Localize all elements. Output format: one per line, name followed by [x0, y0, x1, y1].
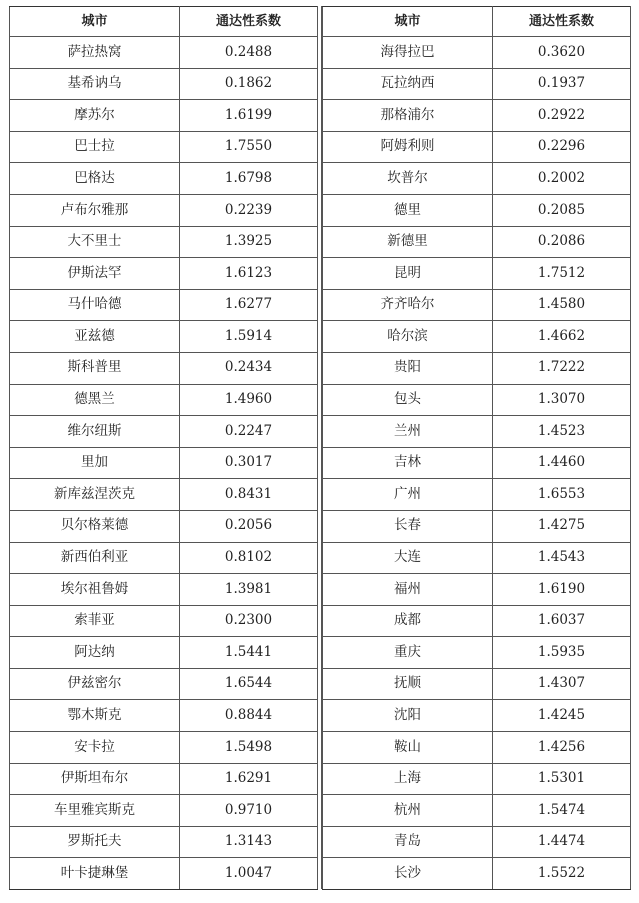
- city-cell: 大不里士: [10, 226, 180, 258]
- index-value-cell: 1.6190: [493, 574, 631, 606]
- index-value-cell: 1.6291: [180, 763, 318, 795]
- header-city: 城市: [323, 7, 493, 37]
- table-left-body: [10, 37, 318, 890]
- table-row: [10, 763, 318, 795]
- city-cell: 重庆: [323, 637, 493, 669]
- table-row: [323, 542, 631, 574]
- table-row: [10, 163, 318, 195]
- table-row: [323, 384, 631, 416]
- city-cell: 包头: [323, 384, 493, 416]
- city-cell: 长沙: [323, 858, 493, 890]
- table-row: [323, 795, 631, 827]
- table-row: [323, 447, 631, 479]
- city-cell: 贝尔格莱德: [10, 510, 180, 542]
- table-row: [10, 700, 318, 732]
- table-row: [10, 352, 318, 384]
- city-cell: 广州: [323, 479, 493, 511]
- city-cell: 新库兹涅茨克: [10, 479, 180, 511]
- table-row: [323, 510, 631, 542]
- table-row: [10, 68, 318, 100]
- index-value-cell: 0.1862: [180, 68, 318, 100]
- index-value-cell: 1.7512: [493, 258, 631, 290]
- table-row: [323, 637, 631, 669]
- index-value-cell: 1.4580: [493, 289, 631, 321]
- city-cell: 那格浦尔: [323, 100, 493, 132]
- index-value-cell: 0.8102: [180, 542, 318, 574]
- city-cell: 德里: [323, 194, 493, 226]
- index-value-cell: 1.5914: [180, 321, 318, 353]
- table-row: [10, 732, 318, 764]
- table-row: [10, 447, 318, 479]
- city-cell: 阿姆利则: [323, 131, 493, 163]
- index-value-cell: 1.6553: [493, 479, 631, 511]
- table-row: [323, 668, 631, 700]
- table-row: [10, 605, 318, 637]
- index-value-cell: 1.4523: [493, 416, 631, 448]
- city-cell: 埃尔祖鲁姆: [10, 574, 180, 606]
- table-row: [10, 258, 318, 290]
- header-index: 通达性系数: [493, 7, 631, 37]
- index-value-cell: 1.4275: [493, 510, 631, 542]
- city-cell: 罗斯托夫: [10, 826, 180, 858]
- index-value-cell: 0.2300: [180, 605, 318, 637]
- city-cell: 吉林: [323, 447, 493, 479]
- index-value-cell: 1.3070: [493, 384, 631, 416]
- city-cell: 昆明: [323, 258, 493, 290]
- index-value-cell: 0.2296: [493, 131, 631, 163]
- index-value-cell: 0.8431: [180, 479, 318, 511]
- index-value-cell: 1.6123: [180, 258, 318, 290]
- table-row: [323, 37, 631, 69]
- city-cell: 抚顺: [323, 668, 493, 700]
- table-row: [10, 321, 318, 353]
- index-value-cell: 1.4662: [493, 321, 631, 353]
- table-left: [9, 6, 318, 890]
- table-row: [323, 352, 631, 384]
- index-value-cell: 0.1937: [493, 68, 631, 100]
- table-row: [323, 763, 631, 795]
- accessibility-table: [9, 6, 630, 889]
- city-cell: 鞍山: [323, 732, 493, 764]
- city-cell: 亚兹德: [10, 321, 180, 353]
- index-value-cell: 1.5474: [493, 795, 631, 827]
- index-value-cell: 0.9710: [180, 795, 318, 827]
- table-row: [323, 700, 631, 732]
- table-row: [323, 163, 631, 195]
- index-value-cell: 1.5498: [180, 732, 318, 764]
- table-row: [323, 605, 631, 637]
- city-cell: 索菲亚: [10, 605, 180, 637]
- table-row: [323, 321, 631, 353]
- table-row: [10, 668, 318, 700]
- table-right-body: [323, 37, 631, 890]
- table-row: [323, 574, 631, 606]
- city-cell: 哈尔滨: [323, 321, 493, 353]
- city-cell: 青岛: [323, 826, 493, 858]
- city-cell: 成都: [323, 605, 493, 637]
- table-row: [10, 574, 318, 606]
- table-row: [10, 194, 318, 226]
- table-row: [10, 795, 318, 827]
- index-value-cell: 0.2434: [180, 352, 318, 384]
- index-value-cell: 1.4245: [493, 700, 631, 732]
- index-value-cell: 0.2002: [493, 163, 631, 195]
- index-value-cell: 1.6544: [180, 668, 318, 700]
- index-value-cell: 1.7550: [180, 131, 318, 163]
- city-cell: 新西伯利亚: [10, 542, 180, 574]
- index-value-cell: 0.2239: [180, 194, 318, 226]
- table-row: [10, 510, 318, 542]
- table-row: [323, 131, 631, 163]
- table-row: [323, 416, 631, 448]
- table-row: [323, 732, 631, 764]
- index-value-cell: 1.3981: [180, 574, 318, 606]
- index-value-cell: 0.2247: [180, 416, 318, 448]
- city-cell: 斯科普里: [10, 352, 180, 384]
- table-row: [10, 131, 318, 163]
- table-row: [323, 826, 631, 858]
- city-cell: 长春: [323, 510, 493, 542]
- city-cell: 坎普尔: [323, 163, 493, 195]
- city-cell: 维尔纽斯: [10, 416, 180, 448]
- index-value-cell: 1.5301: [493, 763, 631, 795]
- city-cell: 齐齐哈尔: [323, 289, 493, 321]
- city-cell: 伊斯法罕: [10, 258, 180, 290]
- city-cell: 瓦拉纳西: [323, 68, 493, 100]
- city-cell: 阿达纳: [10, 637, 180, 669]
- city-cell: 摩苏尔: [10, 100, 180, 132]
- city-cell: 萨拉热窝: [10, 37, 180, 69]
- city-cell: 卢布尔雅那: [10, 194, 180, 226]
- table-row: [323, 289, 631, 321]
- header-city: 城市: [10, 7, 180, 37]
- index-value-cell: 1.4474: [493, 826, 631, 858]
- table-row: [10, 289, 318, 321]
- index-value-cell: 1.3143: [180, 826, 318, 858]
- city-cell: 大连: [323, 542, 493, 574]
- city-cell: 德黑兰: [10, 384, 180, 416]
- city-cell: 巴士拉: [10, 131, 180, 163]
- city-cell: 上海: [323, 763, 493, 795]
- table-row: [10, 384, 318, 416]
- table-row: [10, 637, 318, 669]
- table-row: [323, 194, 631, 226]
- index-value-cell: 1.4960: [180, 384, 318, 416]
- table-row: [323, 100, 631, 132]
- city-cell: 兰州: [323, 416, 493, 448]
- table-row: [10, 37, 318, 69]
- table-row: [323, 226, 631, 258]
- city-cell: 里加: [10, 447, 180, 479]
- city-cell: 巴格达: [10, 163, 180, 195]
- city-cell: 贵阳: [323, 352, 493, 384]
- header-index: 通达性系数: [180, 7, 318, 37]
- index-value-cell: 1.6037: [493, 605, 631, 637]
- city-cell: 新德里: [323, 226, 493, 258]
- index-value-cell: 1.0047: [180, 858, 318, 890]
- table-row: [10, 100, 318, 132]
- index-value-cell: 1.5441: [180, 637, 318, 669]
- city-cell: 福州: [323, 574, 493, 606]
- city-cell: 车里雅宾斯克: [10, 795, 180, 827]
- index-value-cell: 0.2488: [180, 37, 318, 69]
- table-row: [323, 858, 631, 890]
- table-row: [323, 68, 631, 100]
- index-value-cell: 0.2922: [493, 100, 631, 132]
- index-value-cell: 1.6277: [180, 289, 318, 321]
- city-cell: 马什哈德: [10, 289, 180, 321]
- index-value-cell: 1.3925: [180, 226, 318, 258]
- index-value-cell: 0.8844: [180, 700, 318, 732]
- index-value-cell: 1.4256: [493, 732, 631, 764]
- city-cell: 海得拉巴: [323, 37, 493, 69]
- table-row: [323, 479, 631, 511]
- table-row: [10, 858, 318, 890]
- header-row: [10, 7, 318, 37]
- index-value-cell: 0.2056: [180, 510, 318, 542]
- city-cell: 基希讷乌: [10, 68, 180, 100]
- index-value-cell: 1.4307: [493, 668, 631, 700]
- index-value-cell: 1.6199: [180, 100, 318, 132]
- table-row: [10, 226, 318, 258]
- table-row: [323, 258, 631, 290]
- table-row: [10, 542, 318, 574]
- index-value-cell: 0.2086: [493, 226, 631, 258]
- table-row: [10, 416, 318, 448]
- index-value-cell: 1.5522: [493, 858, 631, 890]
- city-cell: 杭州: [323, 795, 493, 827]
- city-cell: 鄂木斯克: [10, 700, 180, 732]
- table-row: [10, 826, 318, 858]
- table-right: [322, 6, 631, 890]
- table-row: [10, 479, 318, 511]
- city-cell: 沈阳: [323, 700, 493, 732]
- index-value-cell: 1.4460: [493, 447, 631, 479]
- index-value-cell: 0.3620: [493, 37, 631, 69]
- index-value-cell: 0.2085: [493, 194, 631, 226]
- index-value-cell: 1.6798: [180, 163, 318, 195]
- index-value-cell: 1.4543: [493, 542, 631, 574]
- city-cell: 伊兹密尔: [10, 668, 180, 700]
- index-value-cell: 0.3017: [180, 447, 318, 479]
- index-value-cell: 1.5935: [493, 637, 631, 669]
- city-cell: 安卡拉: [10, 732, 180, 764]
- index-value-cell: 1.7222: [493, 352, 631, 384]
- city-cell: 伊斯坦布尔: [10, 763, 180, 795]
- city-cell: 叶卡捷琳堡: [10, 858, 180, 890]
- header-row: [323, 7, 631, 37]
